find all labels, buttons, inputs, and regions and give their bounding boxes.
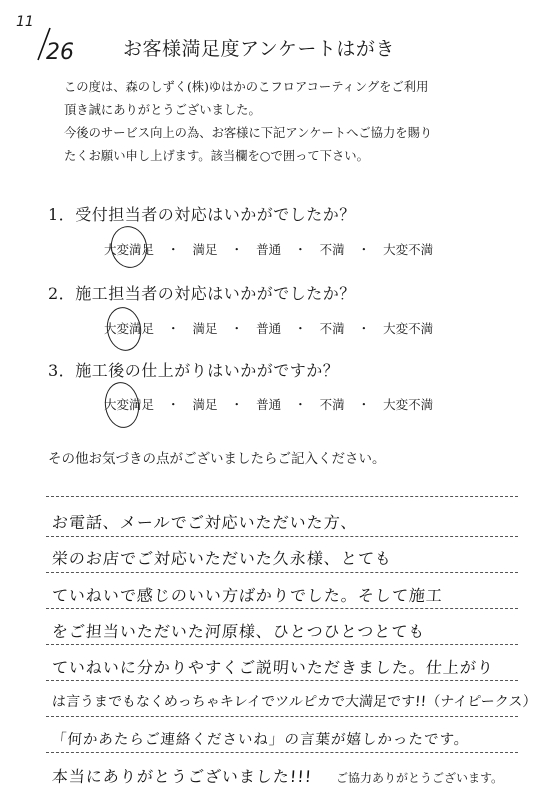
option-satisfied[interactable]: 満足 — [192, 321, 218, 336]
option-dissatisfied[interactable]: 不満 — [319, 321, 345, 336]
intro-line: この度は、森のしずく(株)ゆはかのこフロアコーティングをご利用 — [64, 80, 429, 94]
option-very-dissatisfied[interactable]: 大変不満 — [383, 321, 434, 336]
writing-line — [46, 572, 518, 573]
intro-line: 今後のサービス向上の為、お客様に下記アンケートへご協力を賜り — [64, 126, 433, 140]
handwritten-date — [14, 14, 94, 64]
option-dissatisfied[interactable]: 不満 — [319, 397, 345, 412]
option-dissatisfied[interactable]: 不満 — [319, 242, 345, 257]
question-text: 施工担当者の対応はいかがでしたか？ — [75, 284, 356, 303]
option-satisfied[interactable]: 満足 — [192, 242, 218, 257]
date-day: 26 — [46, 40, 74, 65]
question-1 — [48, 202, 356, 225]
handwritten-comment-line: お電話、メールでご対応いただいた方、 — [51, 513, 359, 532]
option-neutral[interactable]: 普通 — [256, 242, 282, 257]
handwritten-comment-line: は言うまでもなくめっちゃキレイでツルピカで大満足です!!（ナイピークス） — [51, 694, 538, 710]
footer-thanks: ご協力ありがとうございます。 — [336, 771, 504, 785]
option-satisfied[interactable]: 満足 — [192, 397, 218, 412]
handwritten-comment-line: ていねいで感じのいい方ばかりでした。そして施工 — [51, 586, 444, 605]
handwritten-comment-line: ていねいに分かりやすくご説明いただきました。仕上がり — [51, 658, 495, 677]
question-3-options: 大変満足 ・ 満足 ・ 普通 ・ 不満 ・ 大変不満 — [104, 397, 434, 412]
writing-line — [46, 536, 518, 537]
question-2 — [48, 281, 356, 304]
writing-line — [46, 716, 518, 717]
question-2-options: 大変満足 ・ 満足 ・ 普通 ・ 不満 ・ 大変不満 — [104, 321, 434, 336]
option-neutral[interactable]: 普通 — [256, 321, 282, 336]
option-very-satisfied[interactable]: 大変満足 — [104, 242, 155, 257]
writing-line — [46, 608, 518, 609]
option-very-satisfied[interactable]: 大変満足 — [104, 321, 155, 336]
question-number: 3． — [48, 361, 76, 380]
other-comments-prompt: その他お気づきの点がございましたらご記入ください。 — [48, 451, 386, 467]
option-very-dissatisfied[interactable]: 大変不満 — [383, 242, 434, 257]
intro-line: たくお願い申し上げます。該当欄を○で囲って下さい。 — [64, 149, 369, 163]
option-very-dissatisfied[interactable]: 大変不満 — [383, 397, 434, 412]
page-title: お客様満足度アンケートはがき — [123, 38, 395, 60]
selection-circle — [103, 304, 144, 353]
date-month: 11 — [16, 14, 34, 30]
selection-circle — [102, 380, 142, 430]
option-neutral[interactable]: 普通 — [256, 397, 282, 412]
question-text: 施工後の仕上がりはいかがですか？ — [75, 361, 340, 380]
writing-line — [46, 496, 518, 497]
writing-line — [46, 752, 518, 753]
handwritten-comment-line: 栄のお店でご対応いただいた久永様、とても — [51, 549, 393, 568]
question-3 — [48, 358, 339, 381]
intro-paragraph — [64, 76, 534, 168]
question-text: 受付担当者の対応はいかがでしたか？ — [75, 205, 356, 224]
writing-line — [46, 680, 518, 681]
option-very-satisfied[interactable]: 大変満足 — [104, 397, 155, 412]
selection-circle — [107, 223, 151, 272]
question-number: 2． — [48, 284, 76, 303]
handwritten-comment-line: 本当にありがとうございました!!! — [51, 767, 313, 786]
handwritten-comment-line: 「何かあたらご連絡くださいね」の言葉が嬉しかったです。 — [51, 732, 470, 748]
question-1-options: 大変満足 ・ 満足 ・ 普通 ・ 不満 ・ 大変不満 — [104, 242, 434, 257]
intro-line: 頂き誠にありがとうございました。 — [64, 103, 261, 117]
writing-line — [46, 644, 518, 645]
question-number: 1． — [48, 205, 76, 224]
handwritten-comment-line: をご担当いただいた河原様、ひとつひとつとても — [51, 622, 426, 641]
